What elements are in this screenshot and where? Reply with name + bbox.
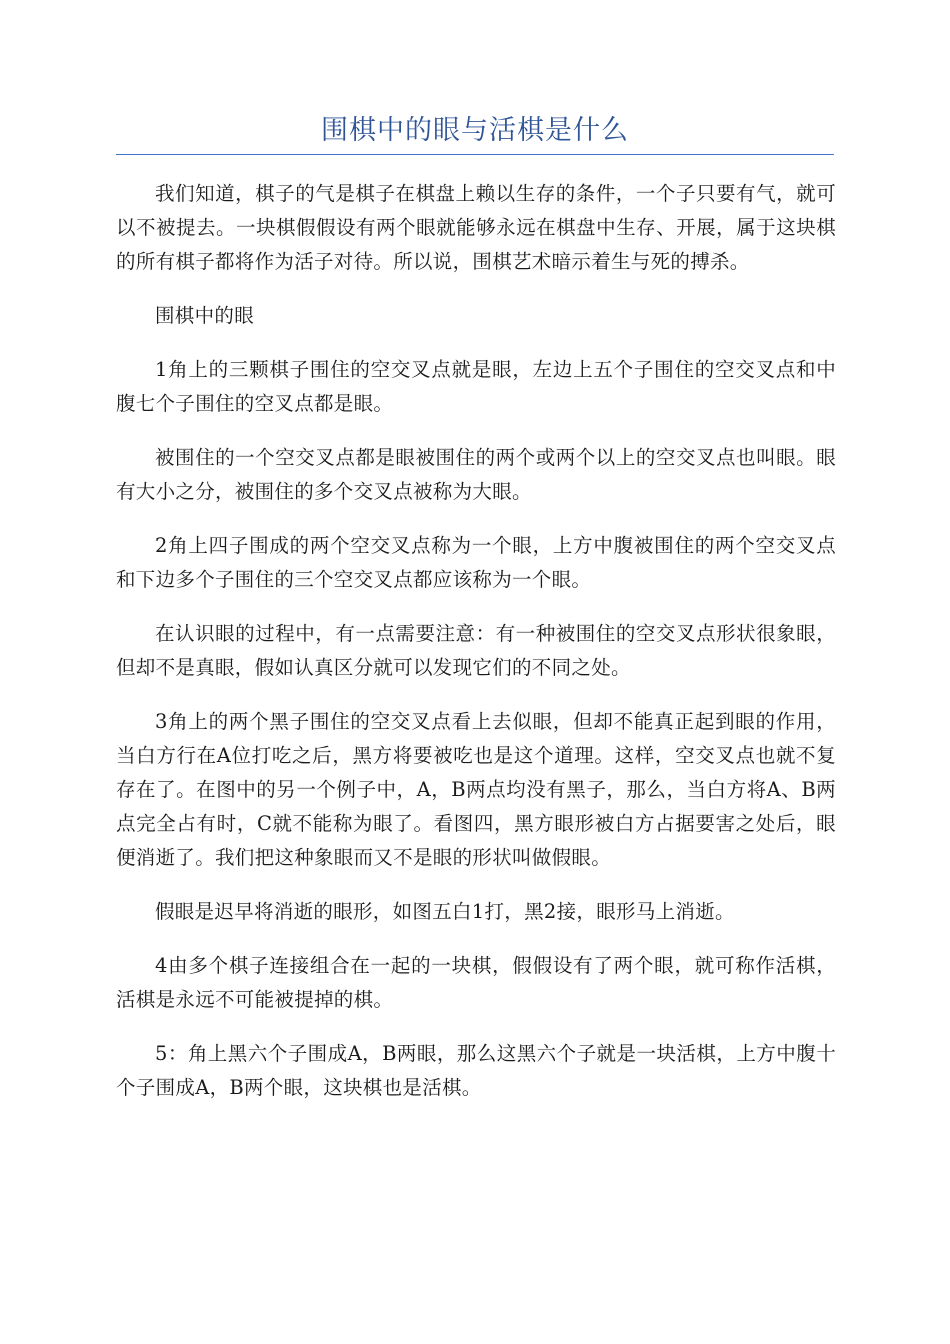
page-title: 围棋中的眼与活棋是什么 [321, 115, 629, 146]
paragraph: 假眼是迟早将消逝的眼形，如图五白1打，黑2接，眼形马上消逝。 [155, 900, 735, 923]
document-body [116, 177, 836, 1125]
paragraph: 4由多个棋子连接组合在一起的一块棋，假假设有了两个眼，就可称作活棋，活棋是永远不可能被提掉的棋。 [116, 954, 836, 1011]
paragraph: 1角上的三颗棋子围住的空交叉点就是眼，左边上五个子围住的空交叉点和中腹七个子围住的空叉点都是眼。 [116, 358, 836, 415]
paragraph: 我们知道，棋子的气是棋子在棋盘上赖以生存的条件，一个子只要有气，就可以不被提去。一块棋假假设有两个眼就能够永远在棋盘中生存、开展，属于这块棋的所有棋子都将作为活子对待。所以说，围棋艺术暗示着生与死的搏杀。 [116, 182, 836, 273]
paragraph: 5：角上黑六个子围成A，B两眼，那么这黑六个子就是一块活棋，上方中腹十个子围成A，B两个眼，这块棋也是活棋。 [116, 1042, 836, 1099]
section-heading: 围棋中的眼 [155, 304, 255, 327]
paragraph: 3角上的两个黑子围住的空交叉点看上去似眼，但却不能真正起到眼的作用，当白方行在A位打吃之后，黑方将要被吃也是这个道理。这样，空交叉点也就不复存在了。在图中的另一个例子中，A，B两点均没有黑子，那么，当白方将A、B两点完全占有时，C就不能称为眼了。看图四，黑方眼形被白方占据要害之处后，眼便消逝了。我们把这种象眼而又不是眼的形状叫做假眼。 [116, 710, 836, 869]
paragraph: 2角上四子围成的两个空交叉点称为一个眼，上方中腹被围住的两个空交叉点和下边多个子围住的三个空交叉点都应该称为一个眼。 [116, 534, 836, 591]
title-underline [116, 154, 834, 155]
paragraph: 被围住的一个空交叉点都是眼被围住的两个或两个以上的空交叉点也叫眼。眼有大小之分，被围住的多个交叉点被称为大眼。 [116, 446, 836, 503]
paragraph: 在认识眼的过程中，有一点需要注意：有一种被围住的空交叉点形状很象眼，但却不是真眼，假如认真区分就可以发现它们的不同之处。 [116, 622, 836, 679]
